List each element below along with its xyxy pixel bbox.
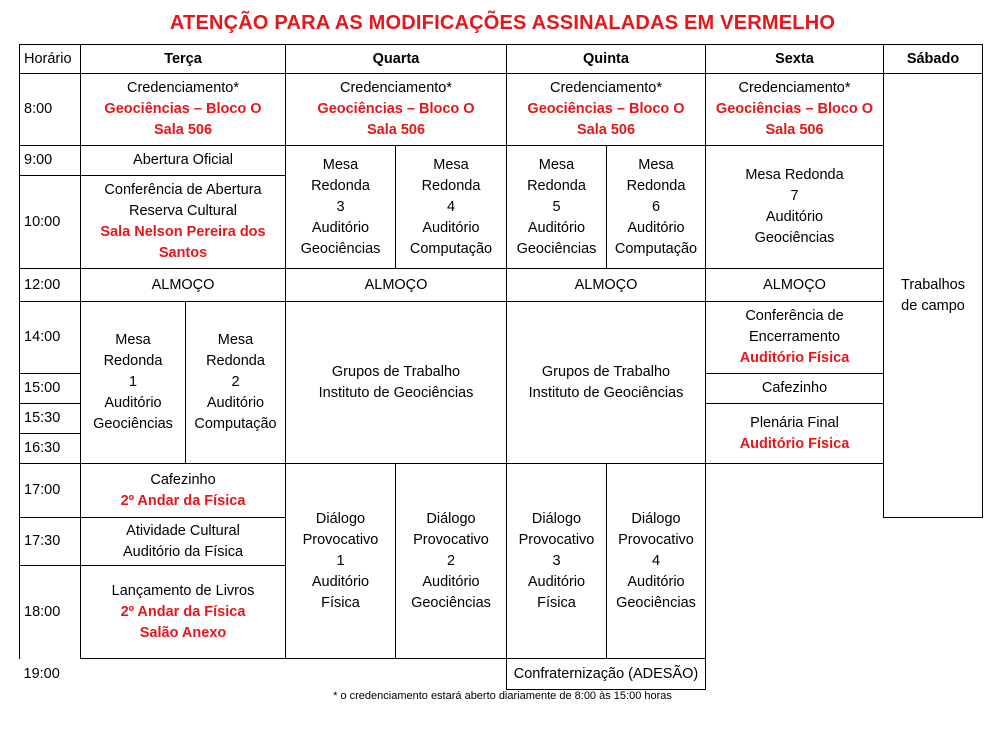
header-quarta: Quarta bbox=[286, 45, 507, 74]
cell-grupos-trabalho-quinta bbox=[507, 302, 706, 464]
time-label: 15:30 bbox=[20, 404, 81, 434]
dial1-l2: Provocativo bbox=[302, 531, 379, 548]
row-1700 bbox=[20, 464, 988, 518]
credenciamento-place: Geociências – Bloco O bbox=[715, 101, 874, 117]
conf-room: Sala Nelson Pereira dos Santos bbox=[100, 224, 266, 261]
mesa4-l2: Redonda bbox=[421, 177, 481, 194]
mesa6-l3: 6 bbox=[651, 198, 661, 215]
mesa4-l1: Mesa bbox=[433, 156, 469, 173]
time-label: 10:00 bbox=[20, 176, 81, 269]
gt-line-1: Grupos de Trabalho bbox=[541, 363, 671, 380]
credenciamento-room: Sala 506 bbox=[765, 122, 824, 138]
sabado-line-2: de campo bbox=[901, 297, 965, 314]
lanc-place: 2º Andar da Física bbox=[120, 603, 246, 620]
mesa7-l4: Geociências bbox=[754, 230, 835, 246]
conf-line-1: Conferência de Abertura bbox=[104, 182, 262, 198]
time-label: 18:00 bbox=[20, 566, 81, 659]
time-label: 9:00 bbox=[20, 146, 81, 176]
cell-almoco-terca: ALMOÇO bbox=[81, 269, 286, 302]
credenciamento-room: Sala 506 bbox=[153, 122, 213, 138]
plen-line-1: Plenária Final bbox=[750, 414, 839, 431]
mesa2-l3: 2 bbox=[231, 374, 240, 390]
plen-place: Auditório Física bbox=[739, 435, 850, 452]
mesa1-l3: 1 bbox=[128, 374, 138, 390]
dial1-l4: Auditório bbox=[311, 573, 370, 590]
empty-cell bbox=[81, 659, 507, 690]
time-label: 15:00 bbox=[20, 374, 81, 404]
dial4-l1: Diálogo bbox=[631, 510, 681, 527]
empty-cell bbox=[983, 464, 988, 518]
empty-cell bbox=[884, 659, 983, 690]
credenciamento-label: Credenciamento* bbox=[549, 80, 663, 96]
cell-mesa-redonda-3 bbox=[286, 146, 396, 269]
cell-almoco-quinta: ALMOÇO bbox=[507, 269, 706, 302]
mesa6-l2: Redonda bbox=[626, 177, 686, 194]
lanc-line-1: Lançamento de Livros bbox=[111, 582, 255, 599]
time-label: 8:00 bbox=[20, 74, 81, 146]
dial4-l3: 4 bbox=[651, 552, 661, 569]
credenciamento-room: Sala 506 bbox=[576, 122, 636, 138]
dial3-l2: Provocativo bbox=[518, 531, 595, 548]
time-label: 17:30 bbox=[20, 518, 81, 566]
cell-credenciamento-sexta bbox=[706, 74, 884, 146]
cell-mesa-redonda-5 bbox=[507, 146, 607, 269]
time-label: 12:00 bbox=[20, 269, 81, 302]
mesa3-l1: Mesa bbox=[322, 156, 359, 173]
time-label: 17:00 bbox=[20, 464, 81, 518]
mesa7-l1: Mesa Redonda bbox=[745, 167, 844, 183]
schedule-table bbox=[19, 44, 988, 690]
header-row bbox=[20, 45, 988, 74]
empty-cell bbox=[884, 566, 983, 659]
empty-cell bbox=[706, 659, 884, 690]
cell-dialogo-provocativo-4 bbox=[607, 464, 706, 659]
credenciamento-place: Geociências – Bloco O bbox=[527, 101, 685, 117]
dial3-l4: Auditório bbox=[527, 573, 586, 590]
cell-dialogo-provocativo-1 bbox=[286, 464, 396, 659]
cell-credenciamento-quinta bbox=[507, 74, 706, 146]
mesa2-l4: Auditório bbox=[206, 395, 265, 411]
cell-conferencia-encerramento bbox=[706, 302, 884, 374]
mesa4-l4: Auditório bbox=[422, 219, 480, 236]
cell-credenciamento-terca bbox=[81, 74, 286, 146]
credenciamento-label: Credenciamento* bbox=[339, 80, 453, 96]
mesa1-l5: Geociências bbox=[93, 416, 173, 432]
mesa4-l3: 4 bbox=[446, 198, 456, 215]
mesa3-l2: Redonda bbox=[311, 177, 370, 194]
empty-cell bbox=[884, 518, 983, 566]
cell-conferencia-abertura bbox=[81, 176, 286, 269]
empty-cell bbox=[706, 518, 884, 566]
mesa2-l2: Redonda bbox=[206, 353, 265, 369]
time-label: 14:00 bbox=[20, 302, 81, 374]
cell-almoco-sexta: ALMOÇO bbox=[706, 269, 884, 302]
mesa3-l4: Auditório bbox=[311, 219, 370, 236]
credenciamento-label: Credenciamento* bbox=[738, 80, 851, 96]
dial2-l3: 2 bbox=[446, 552, 456, 569]
cell-confraternizacao: Confraternização (ADESÃO) bbox=[507, 659, 706, 690]
mesa6-l5: Computação bbox=[614, 240, 698, 257]
dial2-l5: Geociências bbox=[411, 594, 491, 611]
sabado-line-1: Trabalhos bbox=[901, 276, 965, 293]
mesa1-l2: Redonda bbox=[103, 353, 163, 369]
dial2-l2: Provocativo bbox=[413, 531, 489, 548]
cell-plenaria-final bbox=[706, 404, 884, 464]
empty-cell bbox=[706, 464, 884, 518]
mesa6-l4: Auditório bbox=[627, 219, 685, 236]
cell-mesa-redonda-4 bbox=[396, 146, 507, 269]
credenciamento-place: Geociências – Bloco O bbox=[104, 101, 262, 117]
mesa2-l1: Mesa bbox=[217, 332, 254, 348]
cell-credenciamento-quarta bbox=[286, 74, 507, 146]
cell-almoco-quarta: ALMOÇO bbox=[286, 269, 507, 302]
gt-line-2: Instituto de Geociências bbox=[318, 384, 474, 401]
mesa1-l1: Mesa bbox=[115, 332, 151, 348]
lanc-room: Salão Anexo bbox=[139, 624, 227, 641]
row-0800 bbox=[20, 74, 988, 146]
dial4-l2: Provocativo bbox=[618, 531, 694, 548]
row-1900 bbox=[20, 659, 988, 690]
header-quinta: Quinta bbox=[507, 45, 706, 74]
credenciamento-room: Sala 506 bbox=[366, 122, 426, 138]
cafe-place: 2º Andar da Física bbox=[120, 492, 246, 509]
enc-line-2: Encerramento bbox=[748, 329, 841, 345]
row-0900 bbox=[20, 146, 988, 176]
header-sabado: Sábado bbox=[884, 45, 983, 74]
dial4-l4: Auditório bbox=[627, 573, 685, 590]
dial3-l5: Física bbox=[537, 594, 576, 611]
dial1-l5: Física bbox=[321, 594, 360, 611]
time-label: 19:00 bbox=[23, 665, 60, 682]
mesa7-l2: 7 bbox=[790, 188, 799, 204]
mesa3-l5: Geociências bbox=[300, 240, 381, 257]
enc-line-1: Conferência de bbox=[745, 308, 844, 324]
mesa6-l1: Mesa bbox=[638, 156, 674, 173]
dial2-l4: Auditório bbox=[422, 573, 480, 590]
row-1400 bbox=[20, 302, 988, 374]
cell-dialogo-provocativo-3 bbox=[507, 464, 607, 659]
mesa5-l2: Redonda bbox=[527, 177, 586, 194]
mesa2-l5: Computação bbox=[194, 416, 277, 432]
gt-line-2: Instituto de Geociências bbox=[528, 384, 684, 401]
dial3-l3: 3 bbox=[552, 552, 561, 569]
cell-abertura-oficial: Abertura Oficial bbox=[81, 146, 286, 176]
mesa5-l5: Geociências bbox=[516, 240, 597, 257]
mesa1-l4: Auditório bbox=[104, 395, 162, 411]
cell-grupos-trabalho-quarta bbox=[286, 302, 507, 464]
header-horario: Horário bbox=[20, 45, 81, 74]
cell-atividade-cultural bbox=[81, 518, 286, 566]
cell-mesa-redonda-1 bbox=[81, 302, 186, 464]
mesa5-l4: Auditório bbox=[527, 219, 586, 236]
cell-lancamento-livros bbox=[81, 566, 286, 659]
cell-mesa-redonda-7 bbox=[706, 146, 884, 269]
page-title: ATENÇÃO PARA AS MODIFICAÇÕES ASSINALADAS EM VERMELHO bbox=[169, 12, 836, 34]
dial1-l3: 1 bbox=[336, 552, 345, 569]
dial2-l1: Diálogo bbox=[426, 510, 476, 527]
credenciamento-label: Credenciamento* bbox=[126, 80, 240, 96]
mesa3-l3: 3 bbox=[336, 198, 345, 215]
footnote: * o credenciamento estará aberto diariamente de 8:00 às 15:00 horas bbox=[333, 690, 672, 702]
mesa5-l1: Mesa bbox=[538, 156, 575, 173]
cell-cafezinho-sexta: Cafezinho bbox=[706, 374, 884, 404]
mesa5-l3: 5 bbox=[552, 198, 561, 215]
ativ-line-1: Atividade Cultural bbox=[126, 522, 240, 539]
empty-cell bbox=[706, 566, 884, 659]
mesa4-l5: Computação bbox=[409, 240, 493, 257]
header-sexta: Sexta bbox=[706, 45, 884, 74]
row-1200 bbox=[20, 269, 988, 302]
cell-mesa-redonda-6 bbox=[607, 146, 706, 269]
enc-place: Auditório Física bbox=[739, 350, 850, 366]
cell-dialogo-provocativo-2 bbox=[396, 464, 507, 659]
header-terca: Terça bbox=[81, 45, 286, 74]
credenciamento-place: Geociências – Bloco O bbox=[317, 101, 475, 117]
cell-cafezinho-terca bbox=[81, 464, 286, 518]
dial3-l1: Diálogo bbox=[531, 510, 582, 527]
dial1-l1: Diálogo bbox=[315, 510, 366, 527]
gt-line-1: Grupos de Trabalho bbox=[331, 363, 461, 380]
conf-line-2: Reserva Cultural bbox=[129, 203, 237, 219]
cafe-line-1: Cafezinho bbox=[150, 471, 216, 488]
dial4-l5: Geociências bbox=[616, 594, 696, 611]
mesa7-l3: Auditório bbox=[765, 209, 824, 225]
ativ-line-2: Auditório da Física bbox=[122, 543, 244, 560]
cell-mesa-redonda-2 bbox=[186, 302, 286, 464]
cell-sabado-trabalhos bbox=[884, 74, 983, 518]
time-label: 16:30 bbox=[20, 434, 81, 464]
